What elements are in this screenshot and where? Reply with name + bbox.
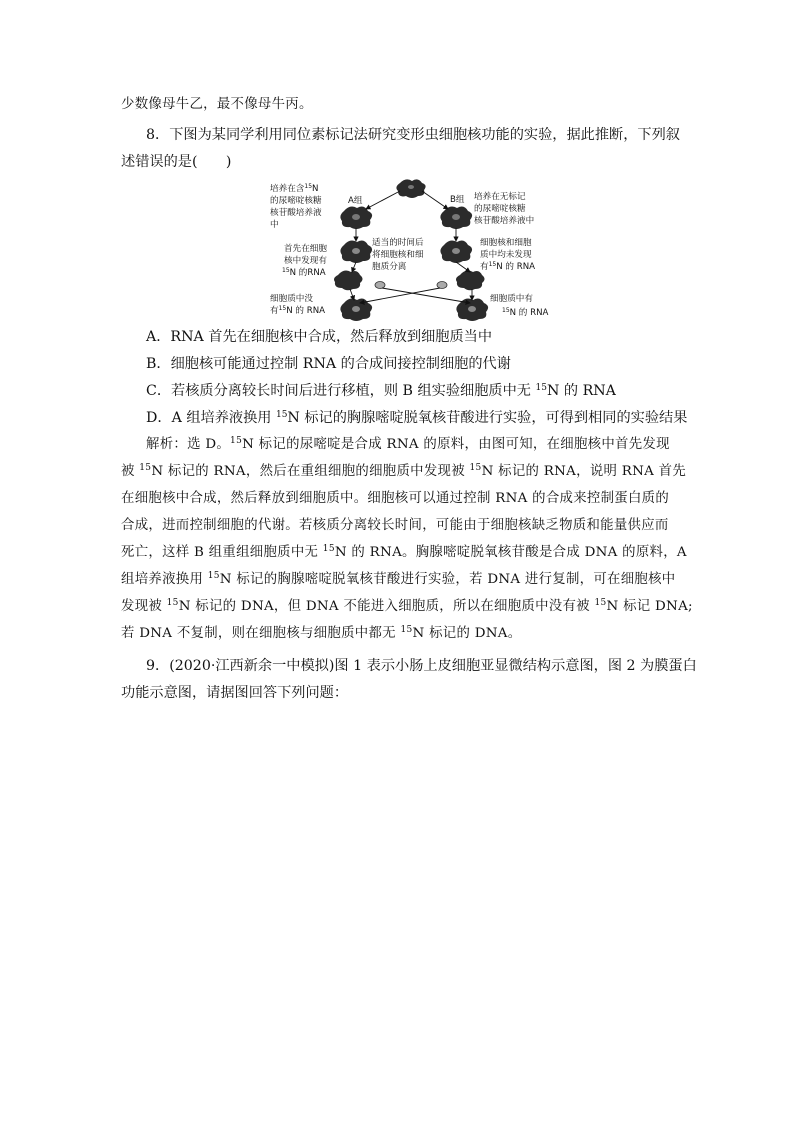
right-result-1: 细胞质中有	[490, 294, 533, 304]
explanation-line-7: 发现被 $^{15}$N 标记的 DNA，但 DNA 不能进入细胞质，所以在细胞质中没有被 $^{15}$N 标记 DNA;	[121, 598, 693, 614]
a-nucleus-finding-3: $^{15}$N 的RNA	[282, 267, 326, 278]
b-finding-1: 细胞核和细胞	[480, 238, 532, 248]
a-medium-label-3: 核苷酸培养液	[270, 208, 322, 218]
b-medium-label-1: 培养在无标记	[474, 192, 526, 202]
amoeba-top-icon	[396, 179, 425, 198]
explanation-line-4: 合成，进而控制细胞的代谢。若核质分离较长时间，可能由于细胞核缺乏物质和能量供应而	[121, 518, 669, 533]
option-c: C．若核质分离较长时间后进行移植，则 B 组实验细胞质中无 $^{15}$N 的 RNA	[146, 383, 616, 399]
amoeba-a-icon	[340, 207, 372, 229]
a-nucleus-finding-1: 首先在细胞	[284, 244, 327, 254]
cytoplasm-b-icon	[456, 271, 485, 291]
option-b: B．细胞核可能通过控制 RNA 的合成间接控制细胞的代谢	[146, 356, 511, 372]
nucleus-a-icon	[375, 282, 385, 289]
explanation-line-2: 被 $^{15}$N 标记的 RNA，然后在重组细胞的细胞质中发现被 $^{15}$N 标记的 RNA，说明 RNA 首先	[121, 463, 687, 479]
question-8-line-1: 8．下图为某同学利用同位素标记法研究变形虫细胞核功能的实验，据此推断，下列叙	[146, 127, 680, 143]
explanation-line-1: 解析：选 D。$^{15}$N 标记的尿嘧啶是合成 RNA 的原料，由图可知，在细胞核中首先发现	[146, 436, 670, 452]
left-result-1: 细胞质中没	[270, 294, 313, 304]
left-result-2: 有$^{15}$N 的 RNA	[270, 305, 326, 316]
a-medium-label-4: 中	[270, 220, 279, 230]
right-result-2: $^{15}$N 的 RNA	[502, 307, 549, 318]
b-medium-label-3: 核苷酸培养液中	[474, 216, 535, 226]
a-nucleus-finding-2: 核中发现有	[284, 256, 327, 266]
separation-label-2: 将细胞核和细	[372, 250, 424, 260]
amoeba-b-icon	[440, 207, 472, 229]
option-d: D．A 组培养液换用 $^{15}$N 标记的胸腺嘧啶脱氧核苷酸进行实验，可得到相同的实验结果	[146, 410, 688, 426]
amoeba-a2-icon	[340, 241, 372, 263]
group-a-label: A组	[348, 196, 363, 206]
a-medium-label-2: 的尿嘧啶核糖	[270, 196, 322, 206]
b-finding-3: 有$^{15}$N 的 RNA	[480, 261, 536, 272]
nucleus-b-icon	[437, 282, 447, 289]
explanation-line-6: 组培养液换用 $^{15}$N 标记的胸腺嘧啶脱氧核苷酸进行实验，若 DNA 进行复制，可在细胞核中	[121, 571, 676, 587]
explanation-line-5: 死亡，这样 B 组重组细胞质中无 $^{15}$N 的 RNA。胸腺嘧啶脱氧核苷酸是合成 DNA 的原料，A	[121, 544, 687, 560]
question-8-line-2: 述错误的是( )	[121, 154, 232, 170]
a-medium-label-1: 培养在含$^{15}$N	[270, 183, 319, 194]
explanation-line-8: 若 DNA 不复制，则在细胞核与细胞质中都无 $^{15}$N 标记的 DNA。	[121, 625, 522, 641]
amoeba-nucleus-experiment-diagram	[262, 175, 562, 325]
cytoplasm-a-icon	[334, 271, 363, 291]
amoeba-b2-icon	[440, 241, 472, 263]
separation-label-3: 胞质分离	[372, 262, 407, 272]
question-9-line-1: 9．(2020·江西新余一中模拟)图 1 表示小肠上皮细胞亚显微结构示意图，图 2 为膜蛋白	[146, 658, 697, 674]
separation-label-1: 适当的时间后	[372, 238, 424, 248]
explanation-continuation: 少数像母牛乙，最不像母牛丙。	[121, 97, 313, 112]
question-9-line-2: 功能示意图，请据图回答下列问题：	[121, 685, 349, 701]
explanation-line-3: 在细胞核中合成，然后释放到细胞质中。细胞核可以通过控制 RNA 的合成来控制蛋白质的	[121, 491, 670, 506]
group-b-label: B组	[450, 195, 465, 205]
option-a: A．RNA 首先在细胞核中合成，然后释放到细胞质当中	[146, 329, 493, 345]
b-medium-label-2: 的尿嘧啶核糖	[474, 204, 526, 214]
b-finding-2: 质中均未发现	[480, 250, 532, 260]
